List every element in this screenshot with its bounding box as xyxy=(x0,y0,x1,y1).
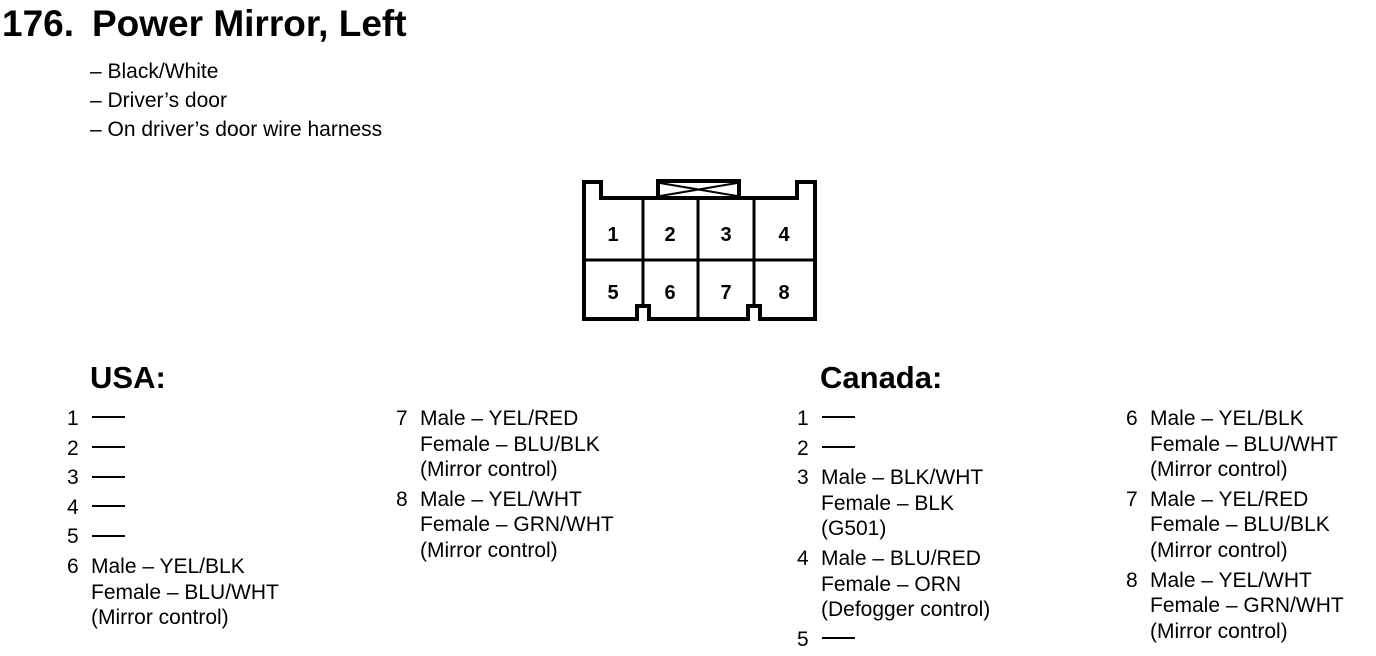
female-wire-color: Female – BLK xyxy=(821,491,955,515)
pin-label-6: 6 xyxy=(664,282,676,304)
connector-color: – Black/White xyxy=(90,60,219,83)
usa-pin-6 xyxy=(67,554,279,631)
pin-number: 7 xyxy=(1126,487,1138,511)
diagram-title-text: Power Mirror, Left xyxy=(92,3,407,44)
unused-pin-dash xyxy=(92,535,125,537)
pin-number: 2 xyxy=(797,436,809,460)
female-wire-color: Female – ORN xyxy=(821,572,962,596)
male-wire-color: Male – YEL/RED xyxy=(1150,487,1309,511)
usa-pin-5 xyxy=(67,524,279,550)
usa-pin-7 xyxy=(396,406,614,483)
unused-pin-dash xyxy=(92,446,125,448)
pin-function: (Mirror control) xyxy=(1150,538,1288,562)
pin-label-4: 4 xyxy=(778,224,790,246)
male-wire-color: Male – BLU/RED xyxy=(821,546,981,570)
pin-function: (Mirror control) xyxy=(1150,458,1288,482)
canada-pin-4 xyxy=(797,546,990,623)
pin-number: 5 xyxy=(797,627,809,651)
canada-pin-3 xyxy=(797,465,990,542)
connector-location: – Driver’s door xyxy=(90,89,227,112)
female-wire-color: Female – GRN/WHT xyxy=(420,513,614,537)
unused-pin-dash xyxy=(92,505,125,507)
unused-pin-dash xyxy=(92,416,125,418)
usa-heading: USA: xyxy=(90,360,166,395)
female-wire-color: Female – BLU/BLK xyxy=(420,432,600,456)
unused-pin-dash xyxy=(822,637,855,639)
male-wire-color: Male – YEL/WHT xyxy=(420,487,582,511)
pin-function: (G501) xyxy=(821,517,887,541)
pin-function: (Mirror control) xyxy=(420,458,558,482)
male-wire-color: Male – YEL/WHT xyxy=(1150,568,1312,592)
pin-label-7: 7 xyxy=(720,282,732,304)
pin-label-2: 2 xyxy=(664,224,676,246)
canada-pin-list-left xyxy=(797,406,990,656)
male-wire-color: Male – YEL/RED xyxy=(420,407,579,430)
pin-function: (Mirror control) xyxy=(1150,619,1288,643)
canada-heading: Canada: xyxy=(820,360,943,395)
pin-number: 3 xyxy=(797,466,809,490)
pin-label-5: 5 xyxy=(607,282,619,304)
pin-number: 6 xyxy=(1126,407,1138,430)
canada-pin-1 xyxy=(797,406,990,432)
pin-number: 1 xyxy=(67,407,79,430)
usa-pin-4 xyxy=(67,495,279,521)
pin-function: (Mirror control) xyxy=(420,538,558,562)
female-wire-color: Female – BLU/BLK xyxy=(1150,513,1330,537)
pin-function: (Defogger control) xyxy=(821,598,991,622)
pin-number: 8 xyxy=(396,487,408,511)
usa-pin-2 xyxy=(67,436,279,462)
canada-pin-7 xyxy=(1126,487,1344,564)
pin-number: 6 xyxy=(67,554,79,578)
female-wire-color: Female – BLU/WHT xyxy=(1150,432,1338,456)
usa-pin-1 xyxy=(67,406,279,432)
canada-pin-6 xyxy=(1126,406,1344,483)
male-wire-color: Male – YEL/BLK xyxy=(91,554,245,578)
canada-pin-8 xyxy=(1126,568,1344,645)
male-wire-color: Male – YEL/BLK xyxy=(1150,407,1304,430)
unused-pin-dash xyxy=(822,416,855,418)
pin-label-1: 1 xyxy=(607,224,619,246)
pin-number: 8 xyxy=(1126,568,1138,592)
pin-number: 4 xyxy=(797,546,809,570)
usa-pin-list-right xyxy=(396,406,614,568)
unused-pin-dash xyxy=(822,446,855,448)
canada-pin-5 xyxy=(797,627,990,653)
diagram-number: 176. xyxy=(2,3,75,44)
female-wire-color: Female – GRN/WHT xyxy=(1150,594,1344,618)
pin-number: 7 xyxy=(396,407,408,430)
male-wire-color: Male – BLK/WHT xyxy=(821,466,984,490)
unused-pin-dash xyxy=(92,476,125,478)
canada-pin-2 xyxy=(797,436,990,462)
connector-face-diagram xyxy=(580,178,820,324)
pin-number: 1 xyxy=(797,407,809,430)
pin-label-3: 3 xyxy=(720,224,732,246)
connector-info-list xyxy=(90,57,382,144)
pin-function: (Mirror control) xyxy=(91,606,229,630)
female-wire-color: Female – BLU/WHT xyxy=(91,580,279,604)
pin-number: 4 xyxy=(67,495,79,519)
connector-harness: – On driver’s door wire harness xyxy=(90,118,383,141)
usa-pin-3 xyxy=(67,465,279,491)
usa-pin-list-left xyxy=(67,406,279,635)
usa-pin-8 xyxy=(396,487,614,564)
canada-pin-list-right xyxy=(1126,406,1344,648)
pin-label-8: 8 xyxy=(778,282,790,304)
pin-number: 5 xyxy=(67,525,79,549)
pin-number: 3 xyxy=(67,466,79,490)
diagram-title xyxy=(2,2,407,46)
pin-number: 2 xyxy=(67,436,79,460)
